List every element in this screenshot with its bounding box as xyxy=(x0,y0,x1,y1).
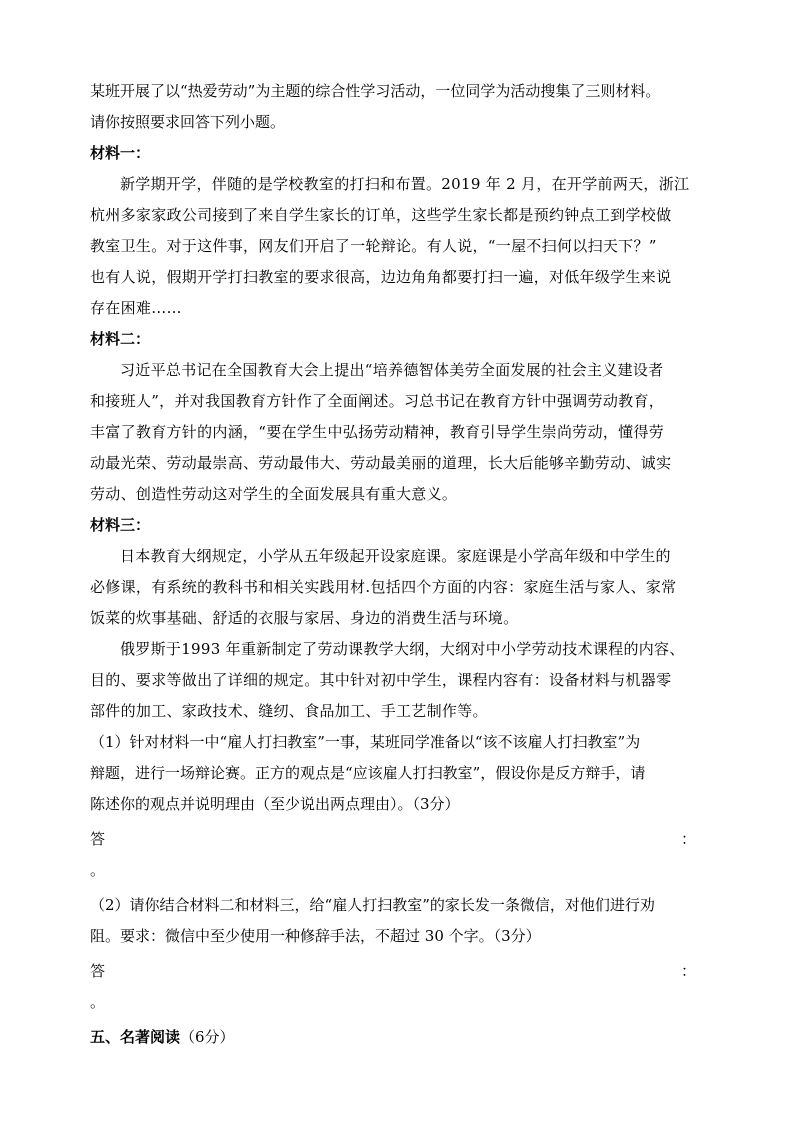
material2-line: 丰富了教育方针的内涵，“要在学生中弘扬劳动精神，教育引导学生崇尚劳动，懂得劳 xyxy=(90,423,665,441)
document-page xyxy=(90,76,704,1053)
material3-line: 目的、要求等做出了详细的规定。其中针对初中学生，课程内容有：设备材料与机器零 xyxy=(90,671,672,689)
material1-heading: 材料一： xyxy=(90,144,151,162)
material1-line: 新学期开学，伴随的是学校教室的打扫和布置。2019 年 2 月，在开学前两天，浙江 xyxy=(120,175,690,193)
answer-colon: ： xyxy=(680,830,696,848)
material2-heading: 材料二： xyxy=(90,330,151,348)
question1-line: 陈述你的观点并说明理由（至少说出两点理由）。（3分） xyxy=(90,795,460,813)
answer-label: 答 xyxy=(90,830,106,848)
answer-label: 答 xyxy=(90,962,106,980)
question2-answer-field[interactable] xyxy=(90,956,704,987)
material3-line: 必修课，有系统的教科书和相关实践用材.包括四个方面的内容：家庭生活与家人、家常 xyxy=(90,578,677,596)
question1-line: 辩题，进行一场辩论赛。正方的观点是“应该雇人打扫教室”，假设你是反方辩手，请 xyxy=(90,764,646,782)
material2-line: 动最光荣、劳动最崇高、劳动最伟大、劳动最美丽的道理，长大后能够辛勤劳动、诚实 xyxy=(90,454,672,472)
material3-line: 饭菜的炊事基础、舒适的衣服与家居、身边的消费生活与环境。 xyxy=(90,609,519,627)
question1-answer-field[interactable] xyxy=(90,824,704,855)
answer-colon: ： xyxy=(680,962,696,980)
material3-line: 俄罗斯于1993 年重新制定了劳动课教学大纲，大纲对中小学劳动技术课程的内容、 xyxy=(120,640,685,658)
material1-line: 杭州多家家政公司接到了来自学生家长的订单，这些学生家长都是预约钟点工到学校做 xyxy=(90,206,672,224)
material3-heading: 材料三： xyxy=(90,516,151,534)
section5-score: （6分） xyxy=(180,1028,235,1046)
question2-line: （2）请你结合材料二和材料三，给“雇人打扫教室”的家长发一条微信，对他们进行劝 xyxy=(90,896,655,914)
section5-heading-line xyxy=(90,1022,704,1053)
answer-period: 。 xyxy=(90,993,106,1011)
material3-line: 部件的加工、家政技术、缝纫、食品加工、手工艺制作等。 xyxy=(90,702,488,720)
question1-line: （1）针对材料一中“雇人打扫教室”一事，某班同学准备以“该不该雇人打扫教室”为 xyxy=(90,733,641,751)
material3-line: 日本教育大纲规定，小学从五年级起开设家庭课。家庭课是小学高年级和中学生的 xyxy=(120,547,671,565)
answer-period: 。 xyxy=(90,861,106,879)
material1-line: 教室卫生。对于这件事，网友们开启了一轮辩论。有人说，“一屋不扫何以扫天下？” xyxy=(90,237,657,255)
material2-line: 和接班人”，并对我国教育方针作了全面阐述。习总书记在教育方针中强调劳动教育， xyxy=(90,392,665,410)
material2-line: 劳动、创造性劳动这对学生的全面发展具有重大意义。 xyxy=(90,485,458,503)
intro-line-1: 某班开展了以“热爱劳动”为主题的综合性学习活动，一位同学为活动搜集了三则材料。 xyxy=(90,82,661,100)
section5-heading: 五、名著阅读 xyxy=(90,1028,181,1046)
material1-line: 也有人说，假期开学打扫教室的要求很高，边边角角都要打扫一遍，对低年级学生来说 xyxy=(90,268,672,286)
material1-line: 存在困难…… xyxy=(90,299,182,317)
question2-line: 阻。要求：微信中至少使用一种修辞手法，不超过 30 个字。（3分） xyxy=(90,927,541,945)
material2-line: 习近平总书记在全国教育大会上提出“培养德智体美劳全面发展的社会主义建设者 xyxy=(120,361,664,379)
intro-line-2: 请你按照要求回答下列小题。 xyxy=(90,113,286,131)
